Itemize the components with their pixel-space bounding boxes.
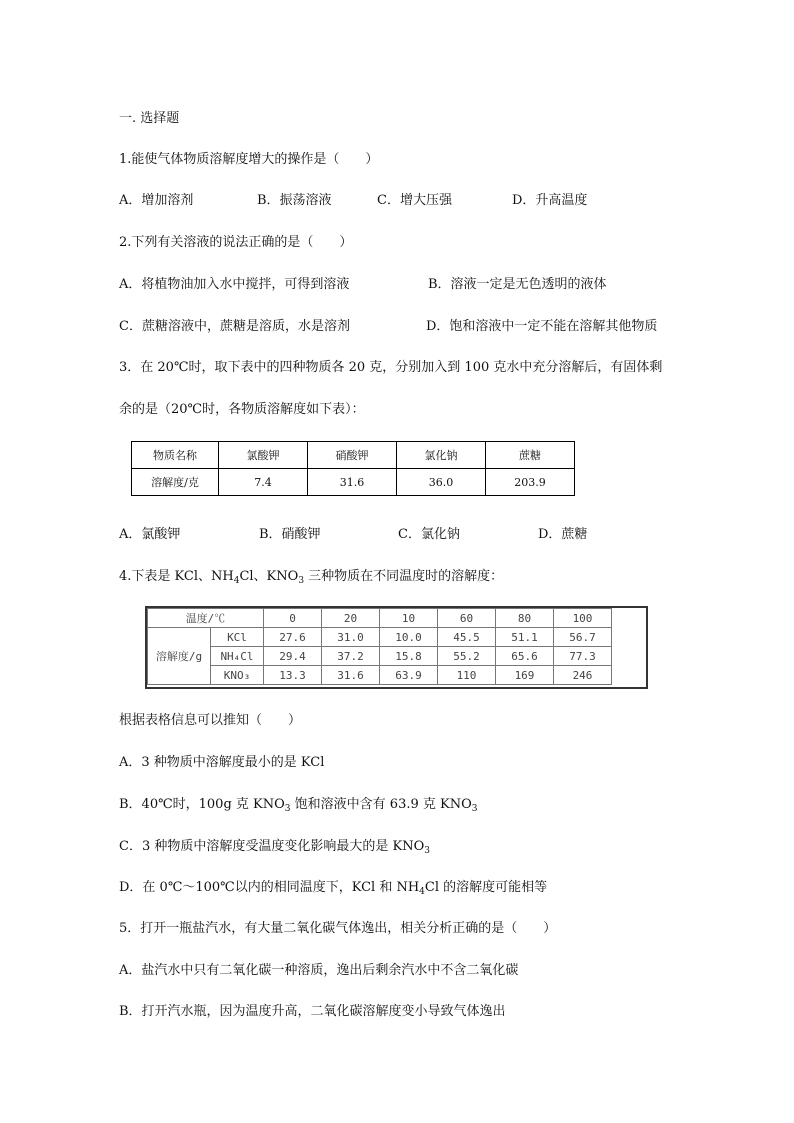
table-row-group-label: 溶解度/g xyxy=(148,628,211,685)
table-cell: 110 xyxy=(438,666,496,685)
table-header-cell: 60 xyxy=(438,609,496,628)
table-cell: 7.4 xyxy=(219,469,308,496)
table-header-cell: 10 xyxy=(380,609,438,628)
q4-option-c: C．3 种物质中溶解度受温度变化影响最大的是 $KNO_3$ xyxy=(119,839,430,856)
q3-option-d: D．蔗糖 xyxy=(538,527,588,542)
q1-option-b: B．振荡溶液 xyxy=(257,193,332,208)
table-header-cell: 氯化钠 xyxy=(397,442,486,469)
table-cell: 31.0 xyxy=(322,628,380,647)
q3-option-c: C．氯化钠 xyxy=(398,527,460,542)
q1-stem: 1.能使气体物质溶解度增大的操作是（ ） xyxy=(119,152,379,167)
table-cell: 29.4 xyxy=(264,647,322,666)
table-cell: 77.3 xyxy=(554,647,612,666)
q1-option-a: A．增加溶剂 xyxy=(119,193,194,208)
table-cell: 56.7 xyxy=(554,628,612,647)
table-cell: 27.6 xyxy=(264,628,322,647)
table-cell: 10.0 xyxy=(380,628,438,647)
q5-stem: 5．打开一瓶盐汽水，有大量二氧化碳气体逸出，相关分析正确的是（ ） xyxy=(119,921,557,936)
q1-option-d: D．升高温度 xyxy=(512,193,588,208)
table-header-cell: 20 xyxy=(322,609,380,628)
table-cell: 31.6 xyxy=(308,469,397,496)
table-header-cell: 硝酸钾 xyxy=(308,442,397,469)
table-row xyxy=(132,469,575,496)
table-header-cell: 80 xyxy=(496,609,554,628)
q4-option-b: B．40℃时，100g 克 $KNO_3$ 饱和溶液中含有 63.9 克 $KNO_3$ xyxy=(119,797,478,814)
table-cell: 65.6 xyxy=(496,647,554,666)
table-cell: 37.2 xyxy=(322,647,380,666)
table-cell: 36.0 xyxy=(397,469,486,496)
table-header-cell: 100 xyxy=(554,609,612,628)
q2-option-d: D．饱和溶液中一定不能在溶解其他物质 xyxy=(426,319,658,334)
q4-option-a: A．3 种物质中溶解度最小的是 KCl xyxy=(119,755,325,770)
q1-option-c: C．增大压强 xyxy=(377,193,452,208)
q5-option-b: B．打开汽水瓶，因为温度升高，二氧化碳溶解度变小导致气体逸出 xyxy=(119,1004,506,1019)
q4-solubility-table xyxy=(147,608,612,685)
table-cell: 63.9 xyxy=(380,666,438,685)
table-cell: 13.3 xyxy=(264,666,322,685)
table-cell: 203.9 xyxy=(486,469,575,496)
q3-option-a: A．氯酸钾 xyxy=(119,527,181,542)
table-row xyxy=(148,628,612,647)
table-header-cell: 蔗糖 xyxy=(486,442,575,469)
q4-stem: 4.下表是 KCl、$NH_4Cl$、$KNO_3$ 三种物质在不同温度时的溶解度： xyxy=(119,569,504,586)
table-header-cell: 物质名称 xyxy=(132,442,219,469)
table-cell: 246 xyxy=(554,666,612,685)
table-row xyxy=(148,609,612,628)
table-header-cell: 温度/℃ xyxy=(148,609,264,628)
q3-solubility-table xyxy=(131,441,575,496)
table-row-label: KNO₃ xyxy=(211,666,264,685)
table-row-label: NH₄Cl xyxy=(211,647,264,666)
table-row-label: KCl xyxy=(211,628,264,647)
q2-option-b: B．溶液一定是无色透明的液体 xyxy=(428,277,607,292)
table-cell: 45.5 xyxy=(438,628,496,647)
table-cell: 51.1 xyxy=(496,628,554,647)
q4-question: 根据表格信息可以推知（ ） xyxy=(119,713,302,728)
q4-option-d: D．在 0℃～100℃以内的相同温度下，KCl 和 $NH_4Cl$ 的溶解度可能相等 xyxy=(119,880,548,897)
table-cell: 31.6 xyxy=(322,666,380,685)
table-header-cell: 0 xyxy=(264,609,322,628)
q2-option-a: A．将植物油加入水中搅拌，可得到溶液 xyxy=(119,277,350,292)
table-cell: 15.8 xyxy=(380,647,438,666)
table-row-label: 溶解度/克 xyxy=(132,469,219,496)
section-title: 一. 选择题 xyxy=(119,111,180,126)
table-row xyxy=(132,442,575,469)
table-row xyxy=(148,647,612,666)
q3-option-b: B．硝酸钾 xyxy=(259,527,321,542)
q5-option-a: A．盐汽水中只有二氧化碳一种溶质，逸出后剩余汽水中不含二氧化碳 xyxy=(119,963,519,978)
table-header-cell: 氯酸钾 xyxy=(219,442,308,469)
table-row xyxy=(148,666,612,685)
q3-stem-line1: 3．在 20℃时，取下表中的四种物质各 20 克，分别加入到 100 克水中充分溶解后，有固体剩 xyxy=(119,360,663,375)
table-cell: 169 xyxy=(496,666,554,685)
q3-stem-line2: 余的是（20℃时，各物质溶解度如下表）： xyxy=(119,402,365,417)
table-cell: 55.2 xyxy=(438,647,496,666)
q2-stem: 2.下列有关溶液的说法正确的是（ ） xyxy=(119,235,353,250)
q2-option-c: C．蔗糖溶液中，蔗糖是溶质，水是溶剂 xyxy=(119,319,350,334)
